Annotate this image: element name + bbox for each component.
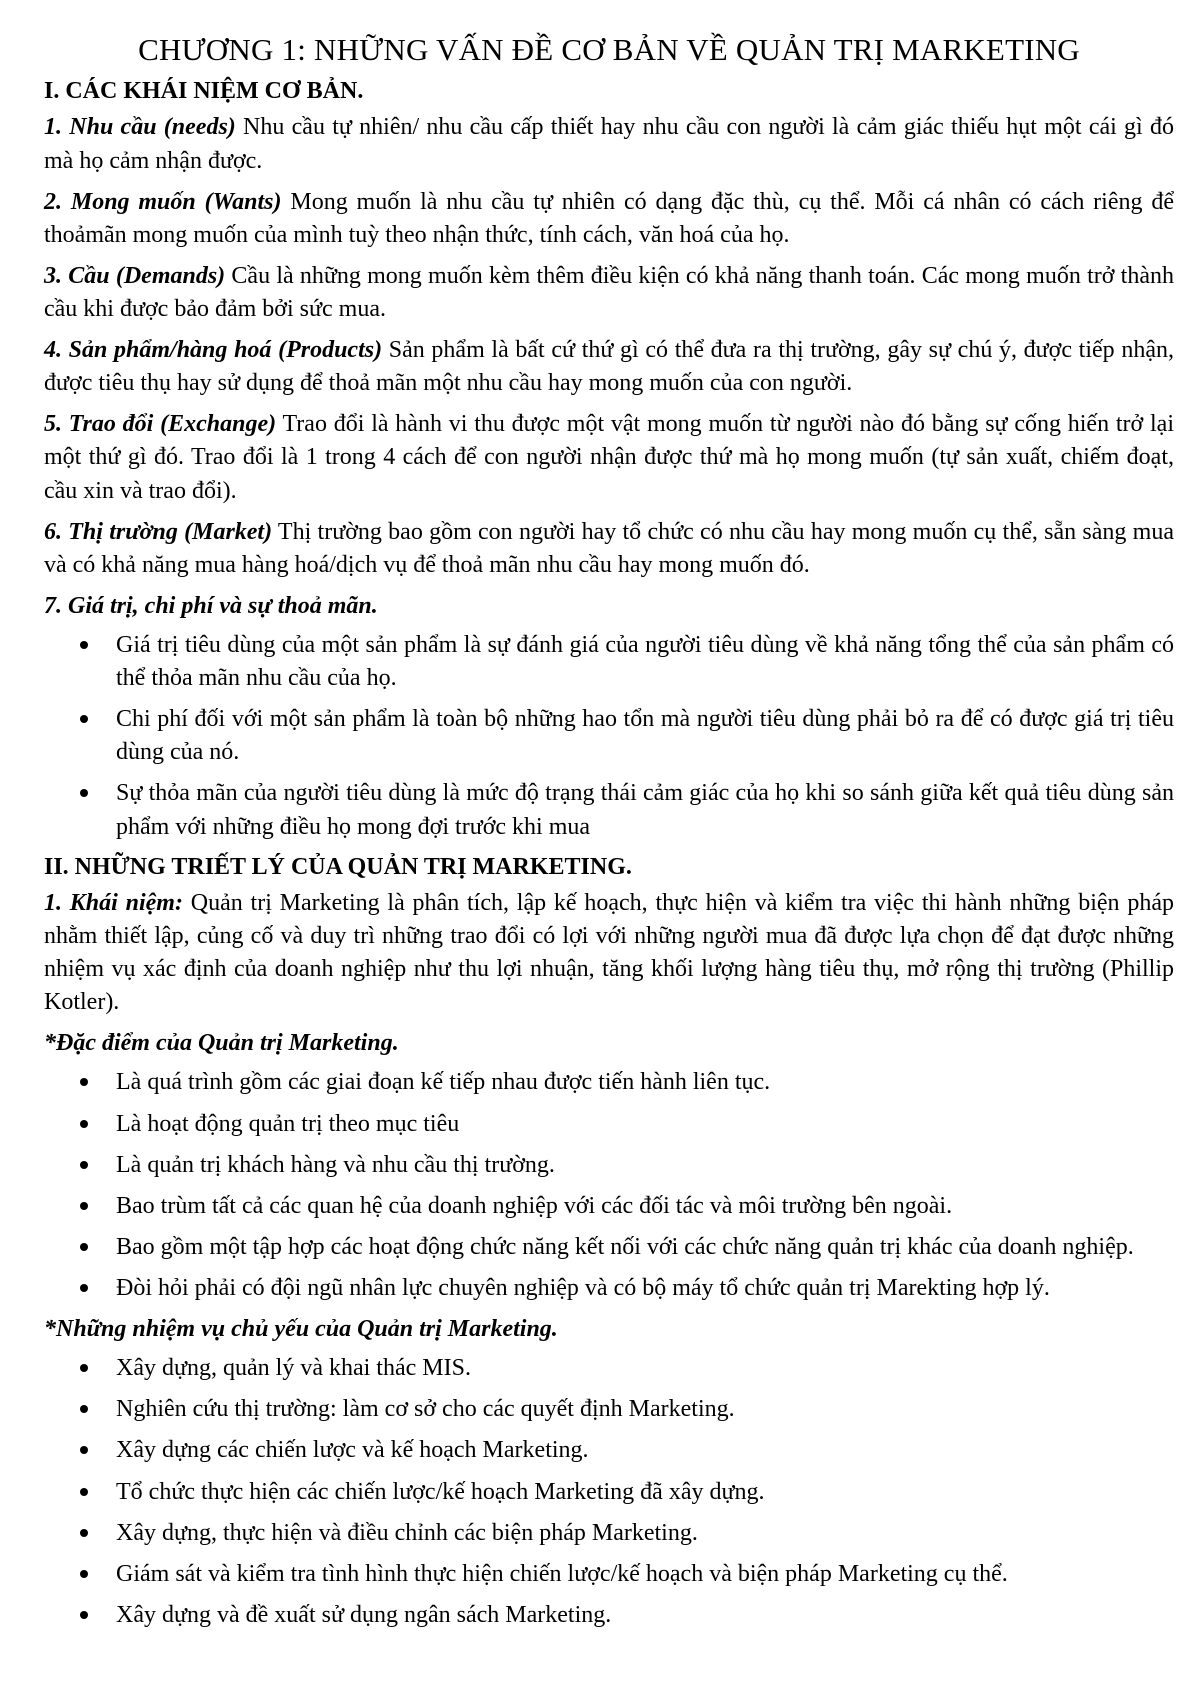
bullet-icon [80, 1446, 88, 1454]
list-item [44, 1599, 1174, 1632]
term-text: Trao đổi là hành vi thu được một vật mong muốn từ người nào đó bằng sự cống hiến trở lại một thứ gì đó. Trao đổi là 1 trong 4 cách để con người nhận được thứ mà họ mong muốn (tự sản xuất, chiếm đoạt, cầu xin và trao đổi). [44, 411, 1174, 504]
list-item-text: Xây dựng, thực hiện và điều chỉnh các biện pháp Marketing. [116, 1519, 698, 1546]
bullet-icon [80, 1078, 88, 1086]
list-item [44, 703, 1174, 769]
list-item-text: Bao trùm tất cả các quan hệ của doanh nghiệp với các đối tác và môi trường bên ngoài. [116, 1192, 953, 1219]
list-item-text: Nghiên cứu thị trường: làm cơ sở cho các quyết định Marketing. [116, 1396, 735, 1423]
list-item [44, 1272, 1174, 1305]
term-needs [44, 111, 1174, 177]
term-concept [44, 887, 1174, 1019]
term-text: Quản trị Marketing là phân tích, lập kế hoạch, thực hiện và kiểm tra việc thi hành những biện pháp nhằm thiết lập, củng cố và duy trì những trao đổi có lợi với những người mua đã được lựa chọn để đạt được những nhiệm vụ xác định của doanh nghiệp như thu lợi nhuận, tăng khối lượng hàng tiêu thụ, mở rộng thị trường (Phillip Kotler). [44, 889, 1174, 1016]
list-item [44, 1517, 1174, 1550]
bullet-icon [80, 715, 88, 723]
list-item [44, 1149, 1174, 1182]
list-item [44, 1352, 1174, 1385]
term-wants [44, 186, 1174, 252]
bullet-icon [80, 1488, 88, 1496]
term-text: Thị trường bao gồm con người hay tổ chức có nhu cầu hay mong muốn cụ thể, sẵn sàng mua và có khả năng mua hàng hoá/dịch vụ để thoả mãn nhu cầu hay mong muốn đó. [44, 518, 1174, 578]
list-item [44, 1190, 1174, 1223]
list-item-text: Giám sát và kiểm tra tình hình thực hiện chiến lược/kế hoạch và biện pháp Marketing cụ thể. [116, 1560, 1008, 1587]
term-label: 3. Cầu (Demands) [44, 262, 226, 289]
term-text: Sản phẩm là bất cứ thứ gì có thể đưa ra thị trường, gây sự chú ý, được tiếp nhận, được tiêu thụ hay sử dụng để thoả mãn một nhu cầu hay mong muốn của con người. [44, 337, 1174, 397]
list-item-text: Xây dựng và đề xuất sử dụng ngân sách Marketing. [116, 1601, 612, 1628]
tasks-bullet-list [44, 1352, 1174, 1632]
list-item-text: Xây dựng các chiến lược và kế hoạch Marketing. [116, 1437, 589, 1464]
list-item-text: Đòi hỏi phải có đội ngũ nhân lực chuyên nghiệp và có bộ máy tổ chức quản trị Marekting hợp lý. [116, 1274, 1050, 1301]
term-demands [44, 260, 1174, 326]
bullet-icon [80, 789, 88, 797]
term-value-cost-satisfaction: 7. Giá trị, chi phí và sự thoả mãn. [44, 592, 378, 619]
bullet-icon [80, 641, 88, 649]
list-item-text: Là quản trị khách hàng và nhu cầu thị trường. [116, 1151, 555, 1178]
tasks-heading: *Những nhiệm vụ chủ yếu của Quản trị Marketing. [44, 1316, 558, 1343]
bullet-icon [80, 1364, 88, 1372]
list-item-text: Giá trị tiêu dùng của một sản phẩm là sự đánh giá của người tiêu dùng về khả năng tổng thể của sản phẩm có thể thỏa mãn nhu cầu của họ. [116, 632, 1174, 692]
section-2-heading: II. NHỮNG TRIẾT LÝ CỦA QUẢN TRỊ MARKETING. [44, 853, 632, 880]
section-1-heading: I. CÁC KHÁI NIỆM CƠ BẢN. [44, 78, 364, 105]
list-item-text: Xây dựng, quản lý và khai thác MIS. [116, 1355, 471, 1382]
list-item [44, 1231, 1174, 1264]
features-heading: *Đặc điểm của Quản trị Marketing. [44, 1030, 399, 1057]
list-item [44, 1558, 1174, 1591]
list-item-text: Là quá trình gồm các giai đoạn kế tiếp nhau được tiến hành liên tục. [116, 1069, 771, 1096]
term-text: Cầu là những mong muốn kèm thêm điều kiện có khả năng thanh toán. Các mong muốn trở thành cầu khi được bảo đảm bởi sức mua. [44, 262, 1174, 323]
bullet-icon [80, 1529, 88, 1537]
list-item [44, 1393, 1174, 1426]
list-item [44, 629, 1174, 695]
bullet-icon [80, 1161, 88, 1169]
term-products [44, 334, 1174, 400]
bullet-icon [80, 1202, 88, 1210]
list-item [44, 1066, 1174, 1099]
chapter-title: CHƯƠNG 1: NHỮNG VẤN ĐỀ CƠ BẢN VỀ QUẢN TRỊ MARKETING [138, 32, 1080, 67]
list-item-text: Là hoạt động quản trị theo mục tiêu [116, 1110, 460, 1137]
term-label: 1. Khái niệm: [44, 889, 183, 916]
bullet-icon [80, 1570, 88, 1578]
term-label: 6. Thị trường (Market) [44, 518, 273, 545]
list-item [44, 1476, 1174, 1509]
term-label: 1. Nhu cầu (needs) [44, 114, 236, 141]
features-bullet-list [44, 1066, 1174, 1305]
term-label: 5. Trao đổi (Exchange) [44, 411, 277, 438]
list-item-text: Tổ chức thực hiện các chiến lược/kế hoạch Marketing đã xây dựng. [116, 1478, 765, 1505]
term-market [44, 516, 1174, 582]
list-item [44, 777, 1174, 843]
list-item-text: Sự thỏa mãn của người tiêu dùng là mức độ trạng thái cảm giác của họ khi so sánh giữa kết quả tiêu dùng sản phẩm với những điều họ mong đợi trước khi mua [116, 780, 1174, 840]
bullet-icon [80, 1611, 88, 1619]
term-text: Nhu cầu tự nhiên/ nhu cầu cấp thiết hay nhu cầu con người là cảm giác thiếu hụt một cái gì đó mà họ cảm nhận được. [44, 114, 1174, 174]
bullet-icon [80, 1243, 88, 1251]
value-bullet-list [44, 629, 1174, 844]
list-item [44, 1434, 1174, 1467]
bullet-icon [80, 1120, 88, 1128]
list-item [44, 1108, 1174, 1141]
term-exchange [44, 408, 1174, 507]
list-item-text: Chi phí đối với một sản phẩm là toàn bộ những hao tổn mà người tiêu dùng phải bỏ ra để có được giá trị tiêu dùng của nó. [116, 706, 1174, 766]
term-label: 4. Sản phẩm/hàng hoá (Products) [44, 337, 383, 364]
term-text: Mong muốn là nhu cầu tự nhiên có dạng đặc thù, cụ thể. Mỗi cá nhân có cách riêng để thoảmãn mong muốn của mình tuỳ theo nhận thức, tính cách, văn hoá của họ. [44, 188, 1174, 248]
bullet-icon [80, 1405, 88, 1413]
term-label: 2. Mong muốn (Wants) [44, 188, 282, 215]
bullet-icon [80, 1284, 88, 1292]
list-item-text: Bao gồm một tập hợp các hoạt động chức năng kết nối với các chức năng quản trị khác của doanh nghiệp. [116, 1233, 1134, 1260]
